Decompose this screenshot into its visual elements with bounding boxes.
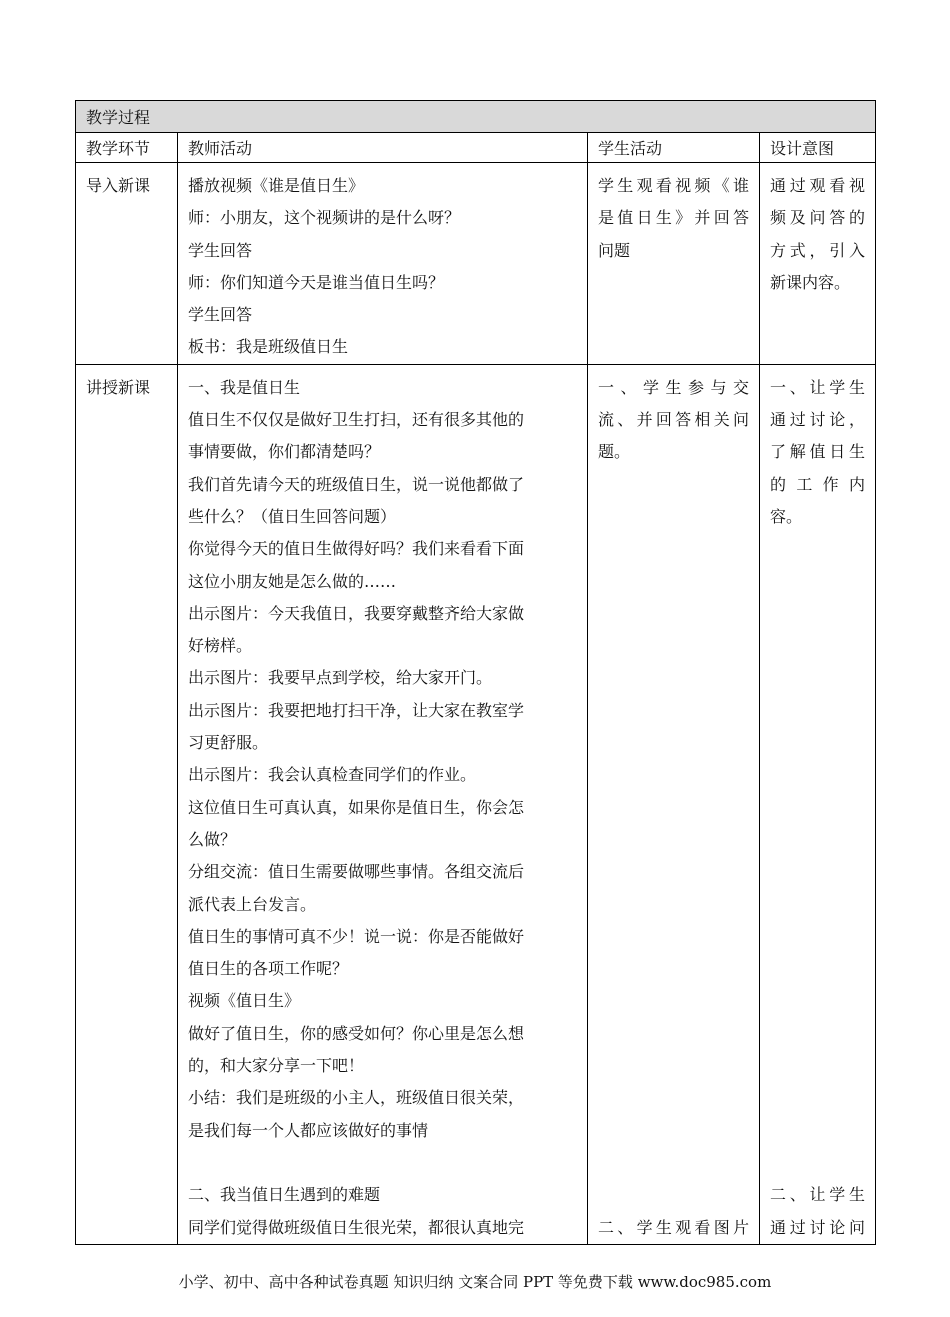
student-cell-intro: [588, 163, 760, 365]
table-row-teaching: [76, 364, 876, 1244]
intent-spacer: [770, 533, 865, 1179]
intent-cell-intro: [760, 163, 876, 365]
student-line: 是值日生》并回答: [598, 208, 749, 228]
teacher-line: 你觉得今天的值日生做得好吗？我们来看看下面: [188, 539, 525, 559]
teacher-line: 学生回答: [188, 240, 253, 260]
student-cell-teaching: [588, 364, 760, 1244]
teacher-line: 播放视频《谁是值日生》: [188, 176, 365, 195]
teacher-line: 板书：我是班级值日生: [188, 337, 349, 357]
intent-line: 方式，引入: [770, 240, 866, 260]
stage-cell-intro: [76, 163, 178, 365]
teacher-line: 出示图片：我要早点到学校，给大家开门。: [188, 668, 493, 688]
teacher-line: 出示图片：我会认真检查同学们的作业。: [188, 765, 477, 785]
teacher-line: 值日生的各项工作呢？: [188, 959, 349, 979]
intent-line: 新课内容。: [770, 272, 851, 292]
intent-line: 频及问答的: [770, 208, 866, 228]
teacher-line: 好榜样。: [188, 636, 253, 656]
teacher-line: 么做？: [188, 829, 237, 849]
stage-cell-teaching: [76, 364, 178, 1244]
intent-line: 的 工 作 内: [770, 474, 866, 494]
teacher-line: 习更舒服。: [188, 733, 269, 753]
teacher-line: 值日生的事情可真不少！说一说：你是否能做好: [188, 926, 525, 946]
teacher-line: 这位值日生可真认真，如果你是值日生，你会怎: [188, 797, 525, 817]
teacher-line: 同学们觉得做班级值日生很光荣，都很认真地完: [188, 1217, 525, 1237]
teacher-line: 值日生不仅仅是做好卫生打扫，还有很多其他的: [188, 410, 525, 430]
teacher-line: 些什么？（值日生回答问题）: [188, 506, 397, 526]
lesson-process-table: [75, 100, 876, 1245]
teacher-line: 派代表上台发言。: [188, 894, 317, 914]
student-line: 一、学生参与交: [598, 377, 749, 397]
teacher-line: 分组交流：值日生需要做哪些事情。各组交流后: [188, 862, 525, 882]
teacher-line: 是我们每一个人都应该做好的事情: [188, 1120, 429, 1140]
stage-label: 讲授新课: [86, 377, 151, 397]
intent-line: 容。: [770, 506, 803, 526]
stage-label: 导入新课: [86, 176, 151, 195]
student-spacer: [598, 469, 749, 1212]
teacher-line: 二、我当值日生遇到的难题: [188, 1185, 381, 1205]
teacher-cell-teaching: [178, 364, 588, 1244]
teacher-line-blank: [188, 1147, 577, 1179]
intent-line: 了解值日生: [770, 442, 866, 462]
header-design-intent: 设计意图: [760, 133, 876, 163]
table-row-intro: [76, 163, 876, 365]
teacher-line: 一、我是值日生: [188, 377, 301, 397]
teacher-line: 这位小朋友她是怎么做的……: [188, 571, 397, 591]
student-line: 学生观看视频《谁: [598, 176, 749, 195]
intent-line: 通过讨论，: [770, 410, 866, 430]
teacher-line: 的，和大家分享一下吧！: [188, 1056, 365, 1076]
teacher-line: 事情要做，你们都清楚吗？: [188, 442, 381, 462]
student-line-part2: 二、学生观看图片: [598, 1217, 749, 1237]
teacher-line: 做好了值日生，你的感受如何？你心里是怎么想: [188, 1023, 525, 1043]
intent-cell-teaching: [760, 364, 876, 1244]
teacher-line: 师：小朋友，这个视频讲的是什么呀？: [188, 208, 461, 228]
teacher-line: 我们首先请今天的班级值日生，说一说他都做了: [188, 474, 525, 494]
intent-line: 一、让学生: [770, 377, 866, 397]
table-header-row: [76, 133, 876, 163]
teacher-line: 出示图片：今天我值日，我要穿戴整齐给大家做: [188, 603, 525, 623]
teacher-line: 视频《值日生》: [188, 991, 301, 1011]
intent-line-part2: 通过讨论问: [770, 1217, 866, 1237]
header-teacher-activity: 教师活动: [178, 133, 588, 163]
teacher-line: 师：你们知道今天是谁当值日生吗？: [188, 272, 445, 292]
teacher-line: 小结：我们是班级的小主人，班级值日很关荣，: [188, 1088, 525, 1108]
header-student-activity: 学生活动: [588, 133, 760, 163]
teacher-cell-intro: [178, 163, 588, 365]
intent-line-part2: 二、让学生: [770, 1185, 866, 1205]
page-footer: 小学、初中、高中各种试卷真题 知识归纳 文案合同 PPT 等免费下载 www.doc985.com: [178, 1273, 772, 1291]
intent-line: 通过观看视: [770, 176, 866, 195]
teacher-line: 出示图片：我要把地打扫干净，让大家在教室学: [188, 700, 525, 720]
header-stage: 教学环节: [76, 133, 178, 163]
table-title: 教学过程: [76, 101, 876, 133]
table-title-row: [76, 101, 876, 133]
student-line: 题。: [598, 442, 631, 462]
teacher-line: 学生回答: [188, 305, 253, 325]
student-line: 流、并回答相关问: [598, 410, 749, 430]
student-line: 问题: [598, 240, 631, 260]
